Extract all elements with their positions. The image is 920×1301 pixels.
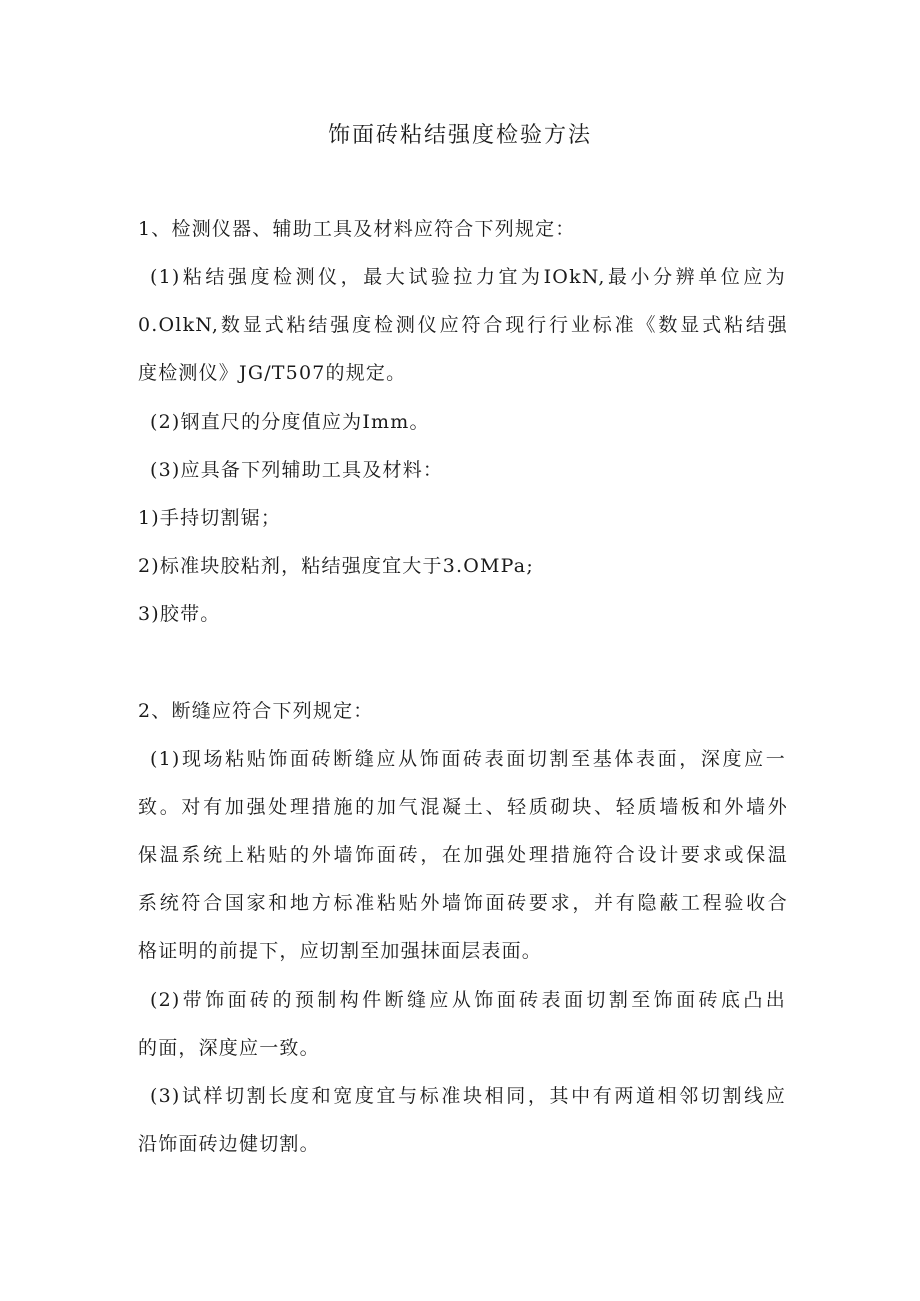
section-1-item-1-line-3: 度检测仪》JG/T507的规定。	[138, 362, 407, 384]
section-1-item-3: (3)应具备下列辅助工具及材料：	[150, 459, 444, 481]
section-2-item-1-line-5: 格证明的前提下，应切割至加强抹面层表面。	[138, 940, 543, 962]
section-1-subitem-3: 3)胶带。	[138, 603, 221, 625]
document-title: 饰面砖粘结强度检验方法	[327, 123, 592, 148]
section-1-item-1-line-2: 0.OlkN,数显式粘结强度检测仪应符合现行行业标准《数显式粘结强	[138, 314, 788, 336]
section-2-item-1-line-2: 致。对有加强处理措施的加气混凝土、轻质砌块、轻质墙板和外墙外	[138, 796, 788, 818]
section-1-subitem-2: 2)标准块胶粘剂，粘结强度宜大于3.OMPa;	[138, 555, 534, 577]
section-1-subitem-1: 1)手持切割锯；	[138, 507, 282, 529]
section-2-item-3-line-1: (3)试样切割长度和宽度宜与标准块相同，其中有两道相邻切割线应	[150, 1085, 786, 1107]
section-2-item-1-line-1: (1)现场粘贴饰面砖断缝应从饰面砖表面切割至基体表面，深度应一	[150, 748, 786, 770]
section-1-item-2: (2)钢直尺的分度值应为Imm。	[150, 411, 430, 433]
section-2-item-1-line-4: 系统符合国家和地方标准粘贴外墙饰面砖要求，并有隐蔽工程验收合	[138, 892, 788, 914]
section-2-item-3-line-2: 沿饰面砖边健切割。	[138, 1133, 320, 1155]
section-1-item-1-line-1: (1)粘结强度检测仪，最大试验拉力宜为IOkN,最小分辨单位应为	[150, 266, 786, 288]
section-2-item-2-line-1: (2)带饰面砖的预制构件断缝应从饰面砖表面切割至饰面砖底凸出	[150, 989, 786, 1011]
section-2-item-2-line-2: 的面，深度应一致。	[138, 1037, 320, 1059]
section-2-heading: 2、断缝应符合下列规定：	[138, 700, 374, 722]
section-2-item-1-line-3: 保温系统上粘贴的外墙饰面砖，在加强处理措施符合设计要求或保温	[138, 844, 788, 866]
section-1-heading: 1、检测仪器、辅助工具及材料应符合下列规定：	[138, 218, 576, 240]
